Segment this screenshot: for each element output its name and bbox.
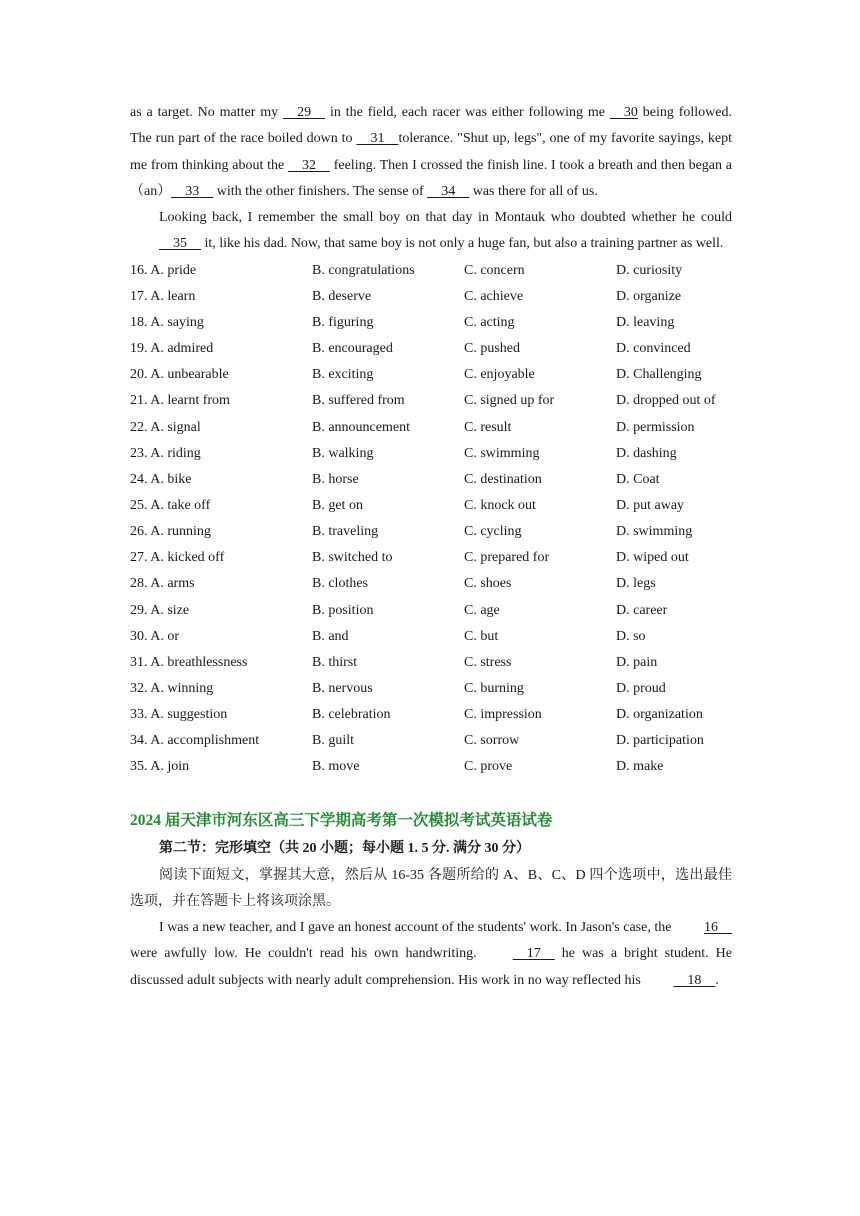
option-d: D. dropped out of	[616, 393, 716, 409]
option-b: B. get on	[312, 498, 363, 514]
option-b: B. suffered from	[312, 393, 405, 409]
option-a: 16. A. pride	[130, 262, 197, 278]
option-b: B. figuring	[312, 315, 374, 331]
option-d: D. so	[616, 628, 646, 644]
option-b: B. announcement	[312, 419, 410, 435]
blank-16: 16	[704, 920, 718, 936]
option-d: D. participation	[616, 733, 704, 749]
blank-17: 17	[526, 946, 541, 962]
passage-paragraph: as a target. No matter my 29 in the field, each racer was either following me 30 being followed. The run part of the race boiled down to 31 tolerance. "Shut up, legs", one of my favorite sayings, kept me from thinking about the 32 feeling. Then I crossed the finish line. I took a breath and then began a（an） 33 with the other finishers. The sense of 34 was there for all of us.	[130, 100, 732, 205]
option-c: C. prove	[464, 759, 513, 775]
blank-32: 32	[301, 157, 316, 173]
option-row	[130, 493, 732, 519]
option-row	[130, 624, 732, 650]
blank-33: 33	[185, 183, 200, 199]
option-a: 33. A. suggestion	[130, 707, 228, 723]
option-row	[130, 441, 732, 467]
option-a: 35. A. join	[130, 759, 190, 775]
option-row	[130, 310, 732, 336]
option-a: 31. A. breathlessness	[130, 654, 248, 670]
option-row	[130, 545, 732, 571]
option-a: 22. A. signal	[130, 419, 201, 435]
option-a: 28. A. arms	[130, 576, 195, 592]
option-c: C. sorrow	[464, 733, 520, 749]
option-a: 20. A. unbearable	[130, 367, 229, 383]
option-b: B. encouraged	[312, 341, 393, 357]
option-d: D. Challenging	[616, 367, 702, 383]
option-b: B. and	[312, 628, 349, 644]
option-d: D. swimming	[616, 524, 693, 540]
blank-35: 35	[173, 236, 187, 252]
option-c: C. knock out	[464, 498, 536, 514]
option-d: D. dashing	[616, 445, 677, 461]
option-c: C. cycling	[464, 524, 522, 540]
option-c: C. signed up for	[464, 393, 555, 409]
section-heading: 第二节：完形填空（共 20 小题；每小题 1. 5 分. 满分 30 分）	[159, 840, 530, 856]
option-row	[130, 571, 732, 597]
option-b: B. walking	[312, 445, 374, 461]
blank-30: 30	[623, 105, 638, 120]
option-b: B. traveling	[312, 524, 379, 540]
option-d: D. convinced	[616, 341, 691, 357]
option-row	[130, 467, 732, 493]
option-c: C. acting	[464, 315, 515, 331]
option-b: B. deserve	[312, 288, 372, 304]
blank-18: 18	[687, 972, 702, 988]
option-a: 24. A. bike	[130, 471, 192, 487]
blank-34: 34	[441, 183, 456, 199]
option-b: B. clothes	[312, 576, 368, 592]
content-area	[130, 100, 732, 994]
option-row	[130, 754, 732, 780]
option-a: 25. A. take off	[130, 498, 211, 514]
passage-paragraph: I was a new teacher, and I gave an honest account of the students' work. In Jason's case, the 16 were awfully low. He couldn't read his own handwriting. 17 he was a bright student. He discussed adult subjects with nearly adult comprehension. His work in no way reflected his 18 .	[130, 915, 732, 994]
option-b: B. switched to	[312, 550, 393, 566]
option-c: C. prepared for	[464, 550, 550, 566]
option-c: C. swimming	[464, 445, 540, 461]
option-row	[130, 284, 732, 310]
option-c: C. destination	[464, 471, 542, 487]
blank-31: 31	[370, 131, 385, 147]
option-c: C. pushed	[464, 341, 520, 357]
option-d: D. put away	[616, 498, 685, 514]
option-d: D. Coat	[616, 471, 660, 487]
option-c: C. result	[464, 419, 512, 435]
option-d: D. organization	[616, 707, 703, 723]
option-c: C. enjoyable	[464, 367, 535, 383]
option-c: C. achieve	[464, 288, 524, 304]
option-a: 23. A. riding	[130, 445, 201, 461]
option-a: 29. A. size	[130, 602, 190, 618]
option-row	[130, 598, 732, 624]
option-c: C. but	[464, 628, 499, 644]
option-d: D. legs	[616, 576, 656, 592]
option-a: 34. A. accomplishment	[130, 733, 260, 749]
option-c: C. stress	[464, 654, 512, 670]
exam-title: 2024 届天津市河东区高三下学期高考第一次模拟考试英语试卷	[130, 811, 553, 829]
option-b: B. horse	[312, 471, 359, 487]
option-d: D. pain	[616, 654, 658, 670]
option-a: 32. A. winning	[130, 681, 214, 697]
option-c: C. concern	[464, 262, 525, 278]
option-d: D. organize	[616, 288, 682, 304]
blank-29: 29	[297, 105, 312, 120]
option-a: 19. A. admired	[130, 341, 214, 357]
answer-options	[130, 258, 732, 781]
option-b: B. congratulations	[312, 262, 415, 278]
option-d: D. make	[616, 759, 664, 775]
option-a: 26. A. running	[130, 524, 211, 540]
option-a: 21. A. learnt from	[130, 393, 230, 409]
option-d: D. leaving	[616, 315, 675, 331]
option-row	[130, 362, 732, 388]
option-c: C. burning	[464, 681, 524, 697]
option-b: B. guilt	[312, 733, 355, 749]
option-row	[130, 519, 732, 545]
option-d: D. permission	[616, 419, 695, 435]
option-row	[130, 702, 732, 728]
option-a: 17. A. learn	[130, 288, 196, 304]
option-a: 18. A. saying	[130, 315, 204, 331]
option-d: D. curiosity	[616, 262, 683, 278]
option-row	[130, 258, 732, 284]
option-c: C. shoes	[464, 576, 512, 592]
option-row	[130, 728, 732, 754]
option-b: B. position	[312, 602, 374, 618]
option-d: D. wiped out	[616, 550, 689, 566]
option-row	[130, 415, 732, 441]
passage-paragraph: Looking back, I remember the small boy on that day in Montauk who doubted whether he could 35 it, like his dad. Now, that same boy is not only a huge fan, but also a training partner as well.	[130, 205, 732, 258]
option-c: C. impression	[464, 707, 542, 723]
option-row	[130, 676, 732, 702]
option-d: D. career	[616, 602, 668, 618]
option-c: C. age	[464, 602, 500, 618]
option-a: 30. A. or	[130, 628, 179, 644]
option-row	[130, 650, 732, 676]
option-b: B. thirst	[312, 654, 358, 670]
option-row	[130, 388, 732, 414]
option-a: 27. A. kicked off	[130, 550, 225, 566]
option-b: B. celebration	[312, 707, 391, 723]
option-d: D. proud	[616, 681, 666, 697]
option-row	[130, 336, 732, 362]
option-b: B. nervous	[312, 681, 373, 697]
option-b: B. exciting	[312, 367, 374, 383]
instruction-paragraph: 阅读下面短文，掌握其大意，然后从 16-35 各题所给的 A、B、C、D 四个选项中，选出最佳选项，并在答题卡上将该项涂黑。	[130, 867, 732, 909]
option-b: B. move	[312, 759, 360, 775]
